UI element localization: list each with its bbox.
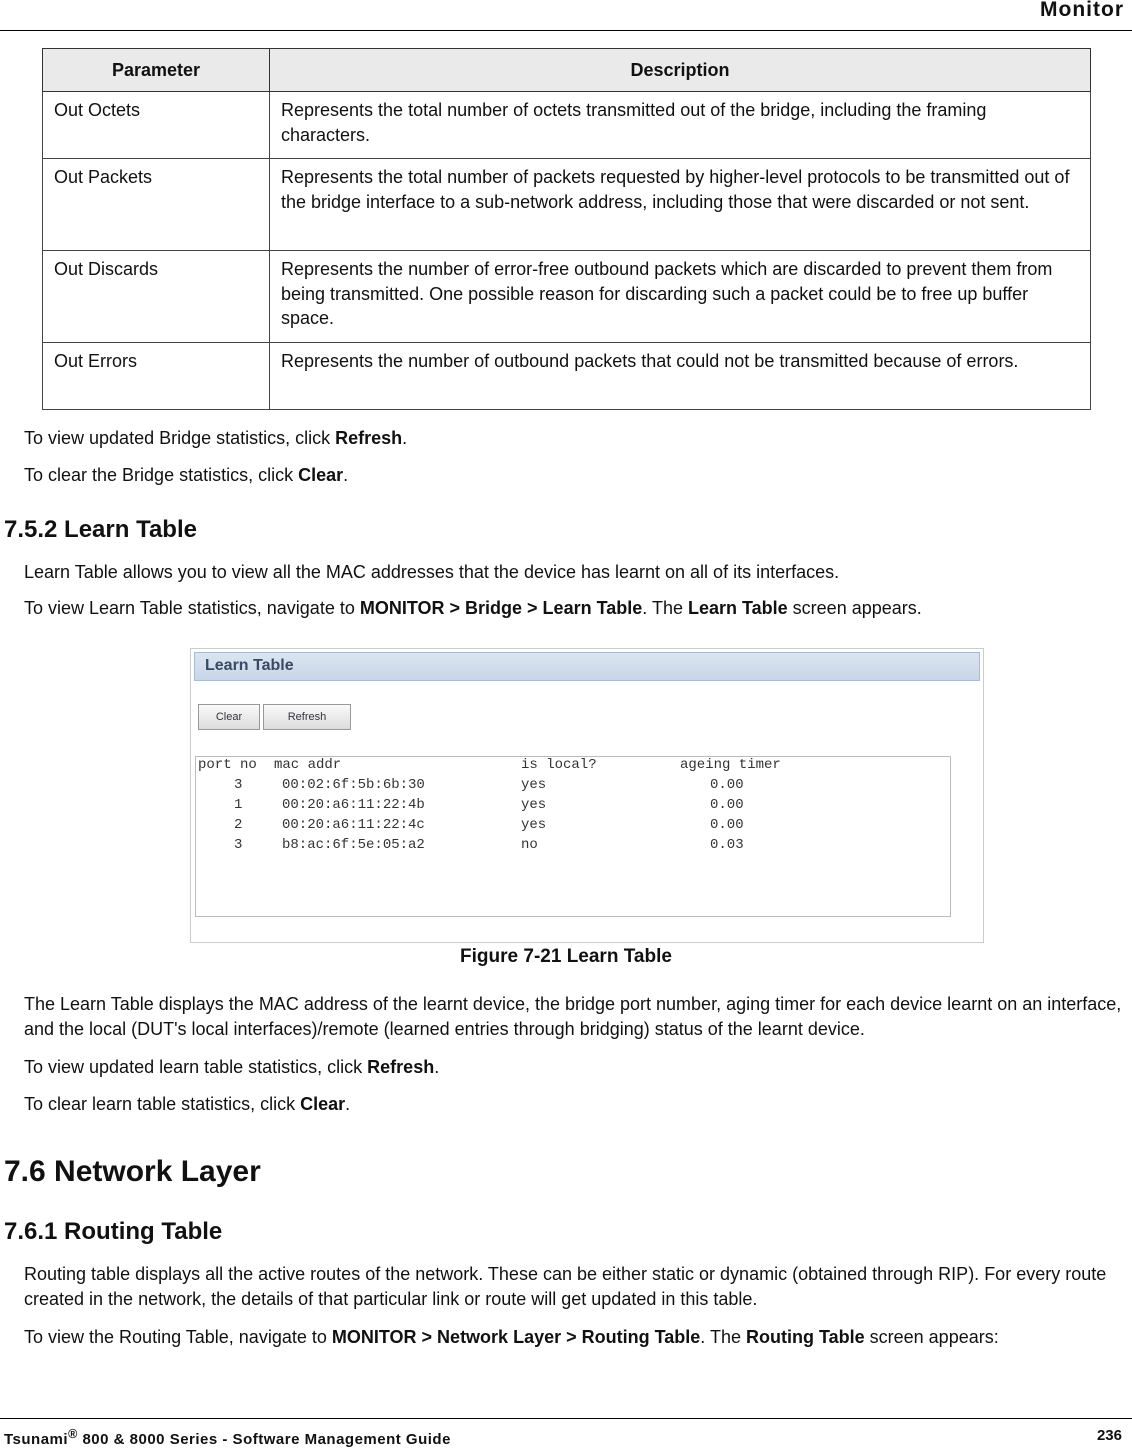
col-header-parameter: Parameter (43, 49, 270, 92)
section-heading-routing-table: 7.6.1 Routing Table (4, 1218, 223, 1245)
panel-title: Learn Table (205, 657, 294, 674)
col-header-description: Description (270, 49, 1091, 92)
text-run: To clear the Bridge statistics, click (24, 465, 299, 485)
bold-run: MONITOR > Network Layer > Routing Table (331, 1327, 701, 1347)
text-run: Tsunami (4, 1431, 69, 1448)
col-local: is local? (521, 757, 597, 773)
cell-port: 2 (234, 817, 243, 833)
section-heading-learn-table: 7.5.2 Learn Table (4, 516, 197, 543)
text-run: screen appears: (864, 1327, 999, 1347)
cell-timer: 0.00 (710, 777, 744, 793)
learn-intro: Learn Table allows you to view all the MAC addresses that the device has learnt on all of its interfaces. (24, 562, 840, 582)
bold-run: Clear (300, 1094, 346, 1114)
cell-timer: 0.00 (710, 817, 744, 833)
cell-port: 3 (234, 837, 243, 853)
param-name: Out Packets (43, 159, 270, 251)
param-desc: Represents the number of outbound packets that could not be transmitted because of errors. (270, 343, 1091, 410)
learn-desc: The Learn Table displays the MAC address of the learnt device, the bridge port number, aging timer for each device learnt on an interface, and the local (DUT's local interfaces)/remote (learned entries through bridging) status of the learnt device. (24, 994, 1122, 1039)
table-row (43, 92, 1091, 159)
bold-run: MONITOR > Bridge > Learn Table (359, 598, 643, 618)
cell-local: yes (521, 797, 547, 813)
cell-local: yes (521, 817, 547, 833)
table-row (43, 159, 1091, 251)
learn-table-textarea[interactable] (195, 756, 951, 917)
col-port: port no (198, 757, 257, 773)
bridge-refresh-text (24, 426, 407, 451)
text-run: . The (700, 1327, 746, 1347)
parameter-table (42, 48, 1091, 410)
param-name: Out Octets (43, 92, 270, 159)
text-run: . (402, 428, 408, 448)
param-desc: Represents the total number of packets requested by higher-level protocols to be transmitted out of the bridge interface to a sub-network address, including those that were discarded or not sent. (270, 159, 1091, 251)
cell-local: yes (521, 777, 547, 793)
cell-port: 3 (234, 777, 243, 793)
table-row (43, 343, 1091, 410)
footer-title (4, 1427, 451, 1448)
page-number: 236 (1096, 1427, 1122, 1444)
text-run: To clear learn table statistics, click (24, 1094, 301, 1114)
header-title: Monitor (1040, 0, 1124, 21)
learn-table-screenshot (190, 648, 984, 943)
text-run: To view updated Bridge statistics, click (24, 428, 336, 448)
bold-run: Learn Table (687, 598, 788, 618)
learn-refresh-text (24, 1055, 439, 1080)
bold-run: Routing Table (745, 1327, 865, 1347)
section-heading-network-layer: 7.6 Network Layer (4, 1155, 261, 1188)
routing-nav-text (24, 1325, 999, 1350)
bridge-clear-text (24, 463, 348, 488)
page-footer (0, 1418, 1132, 1448)
bold-run: Refresh (335, 428, 403, 448)
refresh-button[interactable]: Refresh (263, 704, 351, 730)
bold-run: Refresh (367, 1057, 435, 1077)
col-timer: ageing timer (680, 757, 781, 773)
text-run: To view updated learn table statistics, click (24, 1057, 368, 1077)
bold-run: Clear (298, 465, 344, 485)
text-run: 800 & 8000 Series - Software Management Guide (77, 1431, 451, 1448)
cell-mac: 00:20:a6:11:22:4b (282, 797, 425, 813)
cell-port: 1 (234, 797, 243, 813)
text-run: . (343, 465, 349, 485)
learn-nav-text (24, 596, 922, 621)
text-run: To view the Routing Table, navigate to (24, 1327, 332, 1347)
text-run: . (434, 1057, 440, 1077)
text-run: . The (642, 598, 688, 618)
figure-caption: Figure 7-21 Learn Table (460, 946, 672, 967)
col-mac: mac addr (274, 757, 342, 773)
table-row (43, 251, 1091, 343)
learn-clear-text (24, 1092, 350, 1117)
cell-local: no (521, 837, 538, 853)
text-run: screen appears. (787, 598, 922, 618)
clear-button[interactable]: Clear (198, 704, 260, 730)
cell-timer: 0.00 (710, 797, 744, 813)
param-name: Out Discards (43, 251, 270, 343)
cell-timer: 0.03 (710, 837, 744, 853)
param-desc: Represents the number of error-free outbound packets which are discarded to prevent them from being transmitted. One possible reason for discarding such a packet could be to free up buffer space. (270, 251, 1091, 343)
panel-title-bar (194, 652, 980, 681)
param-name: Out Errors (43, 343, 270, 410)
text-run: . (345, 1094, 351, 1114)
text-run: To view Learn Table statistics, navigate to (24, 598, 360, 618)
registered-mark: ® (68, 1427, 78, 1441)
cell-mac: 00:02:6f:5b:6b:30 (282, 777, 425, 793)
cell-mac: b8:ac:6f:5e:05:a2 (282, 837, 425, 853)
param-desc: Represents the total number of octets transmitted out of the bridge, including the framing characters. (270, 92, 1091, 159)
routing-desc: Routing table displays all the active routes of the network. These can be either static or dynamic (obtained through RIP). For every route created in the network, the details of that particular link or route will get updated in this table. (24, 1264, 1107, 1309)
page-header (0, 0, 1132, 31)
cell-mac: 00:20:a6:11:22:4c (282, 817, 425, 833)
